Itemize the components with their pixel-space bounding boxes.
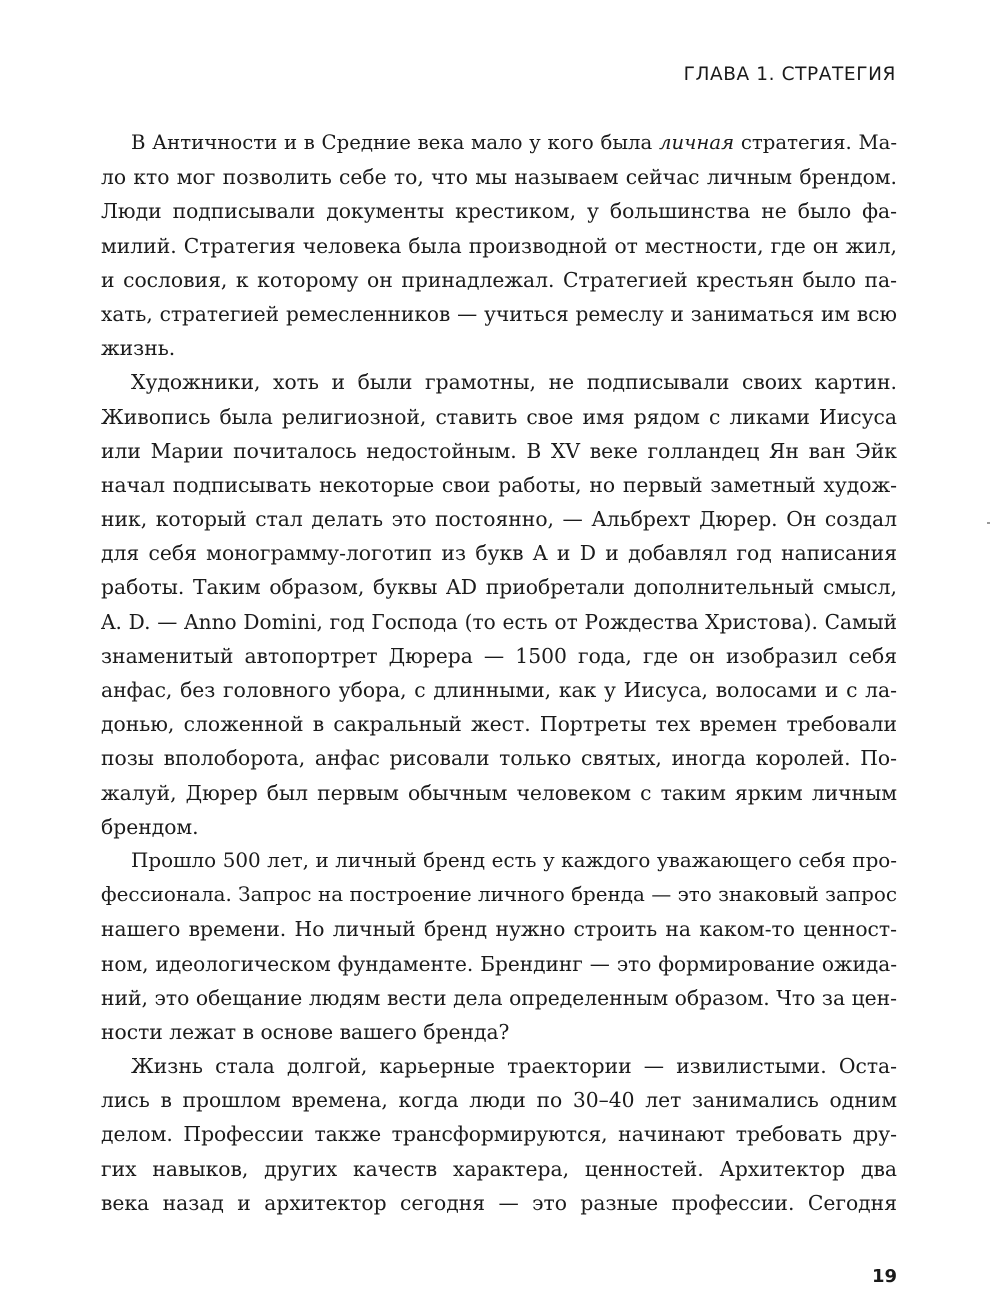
text-segment: и сословия, к которому он принадлежал. Стратегией крестьян было па- (101, 267, 897, 292)
text-segment: для себя монограмму-логотип из букв A и D и добавлял год написания (101, 541, 897, 566)
paragraph (101, 844, 897, 1049)
text-line (101, 1186, 897, 1220)
paragraph (101, 126, 897, 365)
text-line (101, 160, 897, 194)
running-head: ГЛАВА 1. СТРАТЕГИЯ (683, 64, 896, 85)
text-line (101, 707, 897, 741)
text-line (101, 1152, 897, 1186)
text-segment: ник, который стал делать это постоянно, — Альбрехт Дюрер. Он создал (101, 507, 897, 532)
text-line (101, 776, 897, 810)
text-segment: века назад и архитектор сегодня — это разные профессии. Сегодня (101, 1190, 897, 1215)
text-line (101, 536, 897, 570)
text-line (101, 570, 897, 604)
text-line (101, 194, 897, 228)
text-line (101, 434, 897, 468)
text-segment: нашего времени. Но личный бренд нужно строить на каком-то ценност- (101, 917, 897, 942)
text-line (101, 605, 897, 639)
text-line (101, 297, 897, 331)
text-line (101, 229, 897, 263)
body-text (101, 126, 897, 1220)
text-segment: A. D. — Anno Domini, год Господа (то есть от Рождества Христова). Самый (101, 609, 897, 634)
text-segment: милий. Стратегия человека была производной от местности, где он жил, (101, 233, 897, 258)
text-segment: В Античности и в Средние века мало у кого была (131, 131, 659, 154)
text-segment: знаменитый автопортрет Дюрера — 1500 года, где он изобразил себя (101, 643, 897, 668)
text-segment: ло кто мог позволить себе то, что мы называем сейчас личным брендом. (101, 165, 897, 190)
italic-word: личная (658, 131, 735, 154)
text-line (101, 126, 897, 160)
text-line (101, 263, 897, 297)
text-line (101, 1049, 897, 1083)
paragraph (101, 1049, 897, 1220)
text-segment: анфас, без головного убора, с длинными, как у Иисуса, волосами и с ла- (101, 678, 897, 702)
text-line (101, 673, 897, 707)
text-line (101, 1083, 897, 1117)
text-segment: ности лежат в основе вашего бренда? (101, 1019, 510, 1044)
text-segment: фессионала. Запрос на построение личного бренда — это знаковый запрос (101, 883, 897, 907)
text-line (101, 912, 897, 946)
text-line (101, 1015, 897, 1049)
text-line (101, 981, 897, 1015)
text-segment: Прошло 500 лет, и личный бренд есть у каждого уважающего себя про- (131, 848, 897, 872)
text-segment: лись в прошлом времена, когда люди по 30–40 лет занимались одним (101, 1088, 897, 1113)
text-segment: ном, идеологическом фундаменте. Брендинг — это формирование ожида- (101, 951, 897, 976)
text-segment: хать, стратегией ремесленников — учиться ремеслу и заниматься им всю (101, 301, 897, 326)
text-line (101, 502, 897, 536)
text-segment: гих навыков, других качеств характера, ценностей. Архитектор два (101, 1156, 897, 1181)
page-number: 19 (871, 1266, 897, 1287)
text-line (101, 844, 897, 878)
text-segment: работы. Таким образом, буквы AD приобретали дополнительный смысл, (101, 575, 897, 600)
text-line (101, 947, 897, 981)
paragraph (101, 365, 897, 844)
text-segment: делом. Профессии также трансформируются, начинают требовать дру- (101, 1122, 897, 1147)
text-segment: жалуй, Дюрер был первым обычным человеком с таким ярким личным (101, 780, 897, 805)
text-line (101, 468, 897, 502)
text-segment: донью, сложенной в сакральный жест. Портреты тех времен требовали (101, 712, 897, 737)
text-segment: Художники, хоть и были грамотны, не подписывали своих картин. (131, 370, 897, 395)
text-segment: Живопись была религиозной, ставить свое имя рядом с ликами Иисуса (101, 404, 897, 429)
scan-speck (987, 522, 990, 524)
text-line (101, 1117, 897, 1151)
text-line (101, 365, 897, 399)
text-line (101, 639, 897, 673)
text-segment: позы вполоборота, анфас рисовали только святых, иногда королей. По- (101, 746, 897, 771)
text-segment: или Марии почиталось недостойным. В XV веке голландец Ян ван Эйк (101, 438, 897, 463)
text-segment: ний, это обещание людям вести дела определенным образом. Что за цен- (101, 985, 897, 1010)
text-line (101, 741, 897, 775)
text-line (101, 331, 897, 365)
text-line (101, 878, 897, 912)
text-segment: стратегия. Ма- (734, 131, 897, 154)
text-line (101, 400, 897, 434)
text-segment: начал подписывать некоторые свои работы, но первый заметный худож- (101, 472, 897, 497)
text-line (101, 810, 897, 844)
text-segment: Люди подписывали документы крестиком, у большинства не было фа- (101, 199, 897, 224)
text-segment: жизнь. (101, 336, 176, 361)
text-segment: брендом. (101, 814, 199, 839)
text-segment: Жизнь стала долгой, карьерные траектории — извилистыми. Оста- (131, 1054, 897, 1079)
